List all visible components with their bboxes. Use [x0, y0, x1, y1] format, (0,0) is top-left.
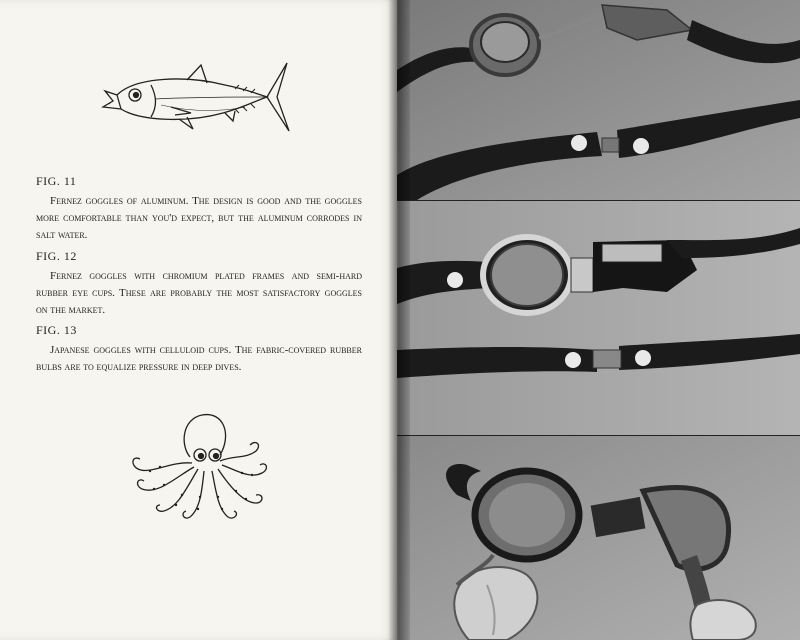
photo-japanese-goggles — [397, 435, 800, 640]
figure-12-text: Fernez goggles with chromium plated frames and semi-hard rubber eye cups. These are probably the most satisfactory goggles on the market. — [36, 270, 362, 316]
fish-illustration — [95, 55, 290, 145]
figure-13-heading: FIG. 13 — [36, 323, 77, 337]
figure-11-caption — [36, 174, 362, 244]
figure-12-heading: FIG. 12 — [36, 249, 77, 263]
left-page — [0, 0, 397, 640]
photo-aluminum-goggles — [397, 0, 800, 200]
figure-11-text: Fernez goggles of aluminum. The design is good and the goggles more comfortable than you'd expect, but the aluminum corrodes in salt water. — [36, 195, 362, 241]
right-page — [397, 0, 800, 640]
figure-13-text: Japanese goggles with celluloid cups. The fabric-covered rubber bulbs are to equalize pressure in deep dives. — [36, 344, 362, 373]
photo-chromium-goggles — [397, 200, 800, 435]
figure-13-caption — [36, 323, 362, 376]
figure-12-caption — [36, 249, 362, 319]
octopus-illustration — [120, 405, 270, 525]
figure-11-heading: FIG. 11 — [36, 174, 77, 188]
